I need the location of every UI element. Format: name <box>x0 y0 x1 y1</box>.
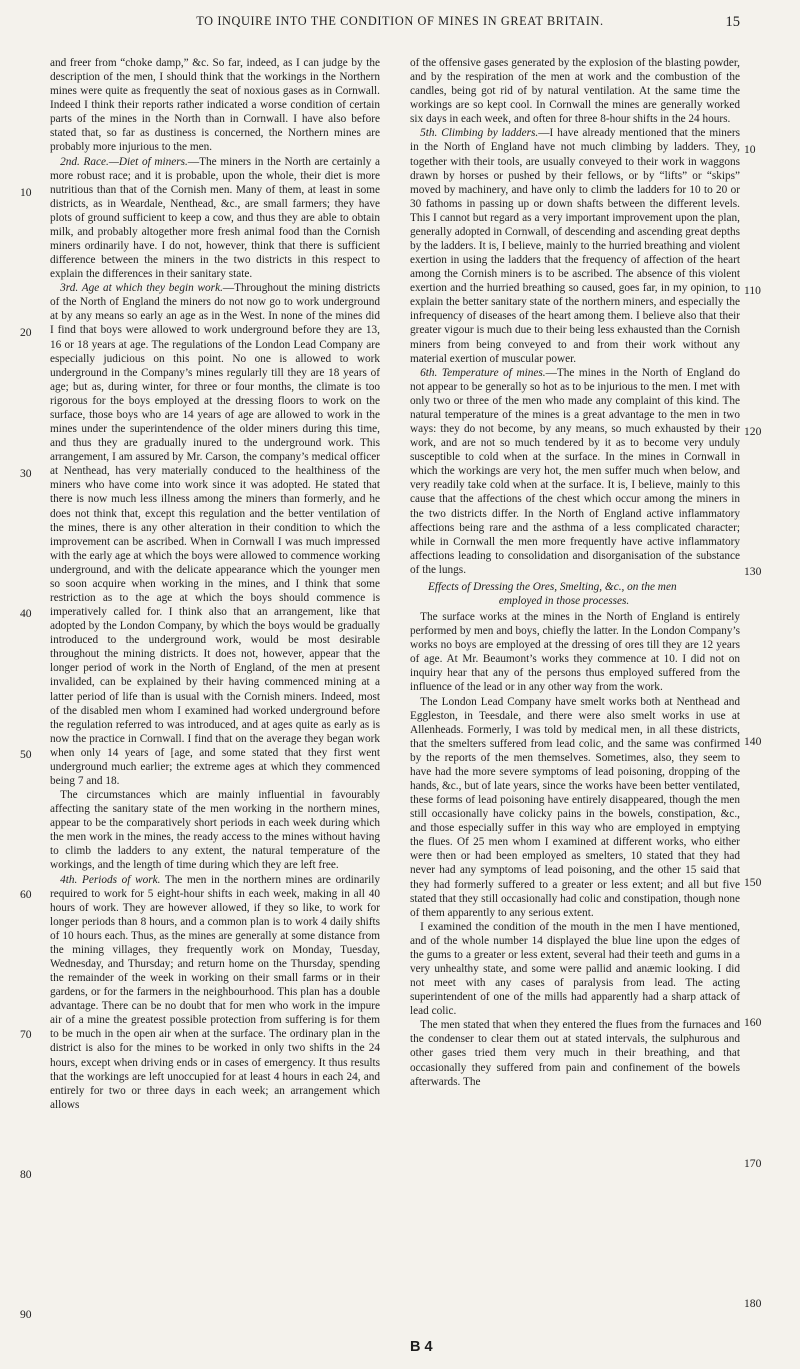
line-number: 90 <box>20 1308 32 1321</box>
page-number: 15 <box>725 14 740 30</box>
paragraph-text: —The miners in the North are certainly a more robust race; and it is probable, upon the whole, their diet is more nutritious than that of the Cornish men. Many of them, at least in some districts, as in Weardale, Nenthead, &c., are small farmers; they have plots of ground sufficient to keep a cow, and thus they are able to obtain milk, and probably altogether more fresh animal food than the Cornish miners ordinarily have. I do not, however, think that there is sufficient difference between the miners in the two districts in this respect to explain the differences in their sanitary state. <box>50 155 381 281</box>
line-number: 180 <box>744 1297 762 1310</box>
paragraph-text: —The mines in the North of England do not appear to be generally so hot as to be injurious to the men. I met with only two or three of the men who made any complaint of this kind. The natural temperature of the mines is a great advantage to the men in two ways: they do not become, by any means, so much exhausted by their work, and are not so much tendered by it as to become very unduly susceptible to cold when at the surface. In the mines in Cornwall in which the workings are very hot, the men suffer much when below, and very readily take cold when at the surface. It is, I believe, mainly to this cause that the affections of the chest which occur among the miners in the two districts differ. In the North of England active inflammatory affections being rare and the asthma of a less complicated character; while in Cornwall the men more frequently have active inflammatory affections leading to consolidation and disorganisation of the substance of the lungs. <box>410 366 740 576</box>
line-number: 80 <box>20 1168 32 1181</box>
running-head: TO INQUIRE INTO THE CONDITION OF MINES IN GREAT BRITAIN. <box>196 14 604 28</box>
line-number: 20 <box>20 326 32 339</box>
paragraph: The surface works at the mines in the North of England is entirely performed by men and boys, chiefly the latter. In the London Company’s works no boys are employed at the dressing of ores till they are 12 years of age. At Mr. Beaumont’s works they commence at 10. I did not on inquiry hear that any of the persons thus employed suffered from the influence of the lead or in any other way from the work. <box>410 611 740 694</box>
line-number: 60 <box>20 888 32 901</box>
line-number: 110 <box>744 284 761 297</box>
paragraph-race-diet <box>50 155 380 282</box>
paragraph-age <box>50 281 380 788</box>
paragraph: The men stated that when they entered the flues from the furnaces and the condenser to clear them out at stated intervals, the sulphurous and other gases tried them very much in their breathing, and that occasionally they suffered from pain and confinement of the bowels afterwards. The <box>410 1019 740 1088</box>
paragraph-temperature <box>410 366 740 577</box>
paragraph: The London Lead Company have smelt works both at Nenthead and Eggleston, in Teesdale, and there were also smelt works in use at Allenheads. Formerly, I was told by medical men, in all these districts, that the smelters suffered from lead colic, and the same was confirmed by the reports of the men themselves. Sometimes, also, they seem to have had the more severe symptoms of lead poisoning, dropping of the hands, &c., but of late years, since the works have been better ventilated, these forms of lead poisoning have entirely disappeared, though the men still occasionally have colicky pains in the bowels, constipation, &c., and those especially suffer in this way who are employed in emptying the flues. Of 25 men whom I examined at different works, who either were then or had been employed as smelters, 10 stated that they had never had any symptoms of lead poisoning, and the other 15 said that they had formerly suffered to a greater or less extent; and all but five stated that they still occasionally had colic and constipation, though none of them apparently to any serious extent. <box>410 695 740 919</box>
line-number: 70 <box>20 1028 32 1041</box>
line-number: 130 <box>744 565 762 578</box>
line-number: 10 <box>744 143 756 156</box>
line-number: 160 <box>744 1016 762 1029</box>
line-number: 170 <box>744 1157 762 1170</box>
paragraph: The circumstances which are mainly influential in favourably affecting the sanitary state of the men working in the northern mines, appear to be the comparatively short periods in each week during which the men work in the mines, the ready access to the mines without having to climb the ladders to any extent, the natural temperature of the workings, and the length of time during which they are left free. <box>50 789 380 872</box>
section-label: 3rd. Age at which they begin work. <box>60 282 223 295</box>
paragraph: of the offensive gases generated by the explosion of the blasting powder, and by the respiration of the men at work and the combustion of the candles, being got rid of by natural ventilation. At the same time the workings are so kept cool. In Cornwall the mines are generally worked six days in each week, and often for three 8-hour shifts in the 24 hours. <box>410 57 740 126</box>
paragraph: I examined the condition of the mouth in the men I have mentioned, and of the whole number 14 displayed the blue line upon the edges of the gums to a greater or less extent, several had their teeth and gums in a very unhealthy state, and some were pallid and anæmic looking. I did not meet with any cases of paralysis from lead. The acting superintendent of one of the mills had apparently had a sharp attack of lead colic. <box>410 920 740 1018</box>
paragraph-text: —Throughout the mining districts of the North of England the miners do not now go to work underground at by any means so early an age as in the West. In none of the mines did I find that boys were allowed to work underground before they are 13, 16 or 18 years at age. The regulations of the London Lead Company are especially judicious on this point. No one is allowed to work underground in the Company’s mines regularly till they are 18 years of age; but as, during winter, for three or four months, the climate is too rigorous for the boys employed at the dressing floors to work on the surface, those boys who are 14 years of age are allowed to work in the mines under the superintendence of the older miners during this time, and thus they are gradually inured to the underground work. This arrangement, I am assured by Mr. Carson, the company’s medical officer at Nenthead, has very materially conduced to the healthiness of the miners who have come into work since it was adopted. He stated that there is now much less illness among the miners than formerly, and he does not think that, except this regulation and the better ventilation of the mines, there is any other alteration in their condition to which the improvement can be ascribed. When in Cornwall I was much impressed with the early age at which the boys were allowed to commence working underground, and with the delicate appearance which the younger men so soon acquire when working in the mines, and I think that some restriction as to the age at which the boys should commence is imperatively called for. I think also that an arrangement, like that adopted by the London Company, by which the boys would be gradually introduced to the underground work, would be most desirable throughout the mining districts. It does not, however, appear that the longer period of work in the North of England, of the men at present invalided, can be explained by their having commenced mining at a latter period of life than is usual with the Cornish miners. Indeed, most of the disabled men whom I examined had worked underground before the regulation referred to was introduced, and at ages quite as early as is now the practice in Cornwall. I find that on the average they began work when only 14 years of [age, and some stated that they first went underground much earlier; the extreme ages at which they commenced being 7 and 18. <box>50 282 380 787</box>
right-column <box>410 56 740 1089</box>
signature-mark: B 4 <box>410 1339 433 1355</box>
line-number: 150 <box>744 876 762 889</box>
section-heading <box>410 580 740 594</box>
line-number: 40 <box>20 607 32 620</box>
section-label: 4th. Periods of work. <box>60 873 161 886</box>
page-header <box>0 14 800 42</box>
left-column <box>50 56 380 1112</box>
section-label: 2nd. Race.—Diet of miners. <box>60 155 188 168</box>
section-label: 6th. Temperature of mines. <box>420 366 546 379</box>
paragraph: and freer from “choke damp,” &c. So far, indeed, as I can judge by the description of the men, I should think that the workings in the Northern mines were quite as frequently the seat of noxious gases as in Cornwall. Indeed I think their reports rather indicated a worse condition of certain parts of the mines in the North than in Cornwall. I have also before stated that, so far as dustiness is concerned, the Northern mines are probably more injurious to the men. <box>50 57 380 154</box>
line-number: 50 <box>20 748 32 761</box>
line-number: 10 <box>20 186 32 199</box>
line-number: 140 <box>744 735 762 748</box>
paragraph-periods <box>50 873 380 1112</box>
paragraph-climbing <box>410 126 740 365</box>
heading-line: Effects of Dressing the Ores, Smelting, &c., on the men <box>428 580 677 593</box>
paragraph-text: The men in the northern mines are ordinarily required to work for 5 eight-hour shifts in each week, making in all 40 hours of work. They are however allowed, if they so like, to work for longer periods than 8 hours, and a common plan is to work 4 daily shifts of 10 hours each. Thus, as the mines are generally at some distance from the mining villages, they frequently work on Monday, Tuesday, Wednesday, and Thursday; and return home on the Thursday, spending the remainder of the week in working on their small farms or in their gardens, or for the farmers in the neighbourhood. This plan has a double advantage. There can be no doubt that for men who work in the impure air of a mine the greatest possible protection from suffering is for them to be much in the open air when at the surface. The ordinary plan in the district is also for the mines to be worked in only two shifts in the 24 hours, except when driving ends or in cases of emergency. It thus results that the workings are left unoccupied for at least 4 hours in each 24, and entirely for two or three days in each week; an arrangement which allows <box>50 873 380 1111</box>
line-number: 120 <box>744 425 762 438</box>
section-label: 5th. Climbing by ladders. <box>420 127 539 140</box>
heading-line: employed in those processes. <box>498 594 630 607</box>
line-number: 30 <box>20 467 32 480</box>
paragraph-text: —I have already mentioned that the miners in the North of England have not much climbing by ladders. They, together with their tools, are usually conveyed to their work in waggons drawn by horses or pushed by their fellows, or by “lifts” or “skips” moved by machinery, and have only to climb the ladders for 10 to 20 or 30 fathoms in passing up or down shafts between the different levels. This I cannot but regard as a very important improvement upon the plan, generally adopted in Cornwall, of descending and ascending great depths by the ladders. It is, I believe, mainly to the hurried breathing and violent exertion in using the ladders that the frequency of affection of the heart among the Cornish miners is to be ascribed. The absence of this violent exertion and the hurried breathing so caused, goes far, in my opinion, to explain the better sanitary state of the northern miners, and especially the infrequency of diseases of the heart among them. I believe also that their greater vigour is much due to their being less exhausted than the Cornish miners from being conveyed to and from their work without any material exertion of muscular power. <box>410 127 740 365</box>
section-heading-cont <box>410 594 740 608</box>
